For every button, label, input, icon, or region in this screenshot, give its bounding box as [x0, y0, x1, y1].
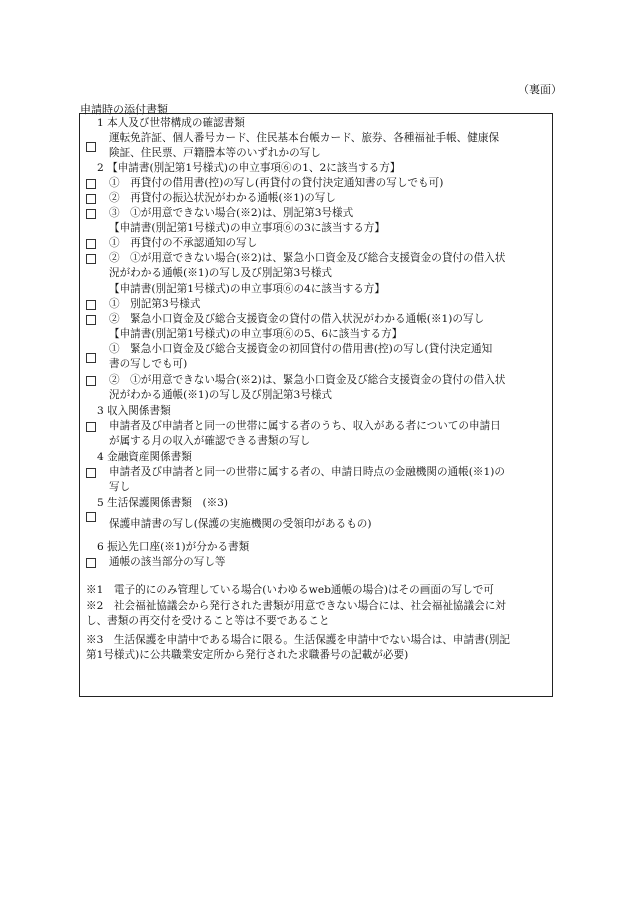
checkbox-3[interactable] [86, 422, 96, 432]
checkbox-2c-1[interactable] [86, 300, 96, 310]
checkbox-1[interactable] [86, 142, 96, 152]
note-2: ※2 社会福祉協議会から発行された書類が用意できない場合には、社会福祉協議会に対 し、書類の再交付を受けること等は不要であること [86, 600, 506, 627]
attachments-table: 1 本人及び世帯構成の確認書類 運転免許証、個人番号カード、住民基本台帳カード、旅券、各種福祉手帳、健康保 険証、住民票、戸籍謄本等のいずれかの写し 2 【申請書(別記第1号様式)の申立事項⑥の1、2に該当する方】 ① 再貸付の借用書(控)の写し(再貸付の貸付決定通知書の写しでも可) ② 再貸付の振込状況がわかる通帳(※1)の写し ③ ①が用意できない場合(※2)は、別記第3号様式 【申請書(別記第1号様式)の申立事項⑥の3に該当する方】 ① 再貸付の不承認通知の写し ② ①が用意できない場合(※2)は、緊急小口資金及び総合支援資金の貸付の借入状 況がわかる通帳(※1)の写し及び別記第3号様式 【申請書(別記第1号様式)の申立事項⑥の4に該当する方】 ① 別記第3号様式 ② 緊急小口資金及び総合支援資金の貸付の借入状況がわかる通帳(※1)の写し 【申請書(別記第1号様式)の申立事項⑥の5、6に該当する方】 ① 緊急小口資金及び総合支援資金の初回貸付の借用書(控)の写し(貸付決定通知 書の写しでも可) ② ①が用意できない場合(※2)は、緊急小口資金及び総合支援資金の貸付の借入状 況がわかる通帳(※1)の写し及び別記第3号様式 3 収入関係書類 申請者及び申請者と同一の世帯に属する者のうち、収入がある者についての申請日 が属する月の収入が確認できる書類の写し 4 金融資産関係書類 申請者及び申請者と同一の世帯に属する者の、申請日時点の金融機関の通帳(※1)の 写し 5 生活保護関係書類 (※3) 保護申請書の写し(保護の実施機関の受領印があるもの) 6 振込先口座(※1)が分かる書類 通帳の該当部分の写し等 ※1 電子的にのみ管理している場合(いわゆるweb通帳の場合)はその画面の写しで可 ※2 社会福祉協議会から発行された書類が用意できない場合には、社会福祉協議会に対 し、書類の再交付を受けること等は不要であること ※3 生活保護を申請中である場合に限る。生活保護を申請中でない場合は、申請書(別記 第1号様式)に公共職業安定所から発行された求職番号の記載が必要) [79, 113, 553, 697]
list-item: 運転免許証、個人番号カード、住民基本台帳カード、旅券、各種福祉手帳、健康保 険証、住民票、戸籍謄本等のいずれかの写し [80, 131, 552, 161]
checkbox-6[interactable] [86, 558, 96, 568]
checkbox-2-3[interactable] [86, 209, 96, 219]
checkbox-5[interactable] [86, 512, 96, 522]
list-item: ② ①が用意できない場合(※2)は、緊急小口資金及び総合支援資金の貸付の借入状 況がわかる通帳(※1)の写し及び別記第3号様式 [80, 251, 552, 281]
checkbox-2d-2[interactable] [86, 376, 96, 386]
checkbox-2c-2[interactable] [86, 315, 96, 325]
checkbox-2-1[interactable] [86, 179, 96, 189]
checkbox-4[interactable] [86, 468, 96, 478]
list-item: ② ①が用意できない場合(※2)は、緊急小口資金及び総合支援資金の貸付の借入状 況がわかる通帳(※1)の写し及び別記第3号様式 [80, 373, 552, 403]
checkbox-2-2[interactable] [86, 194, 96, 204]
note-3: ※3 生活保護を申請中である場合に限る。生活保護を申請中でない場合は、申請書(別記 第1号様式)に公共職業安定所から発行された求職番号の記載が必要) [86, 634, 511, 661]
list-item: 申請者及び申請者と同一の世帯に属する者の、申請日時点の金融機関の通帳(※1)の 写し [80, 465, 552, 495]
section-title: 申請時の添付書類 [80, 103, 168, 116]
checkbox-2d-1[interactable] [86, 353, 96, 363]
reverse-side-label: （裏面） [518, 83, 562, 96]
checkbox-2b-1[interactable] [86, 239, 96, 249]
list-item: 申請者及び申請者と同一の世帯に属する者のうち、収入がある者についての申請日 が属する月の収入が確認できる書類の写し [80, 419, 552, 449]
checkbox-2b-2[interactable] [86, 254, 96, 264]
list-item: ① 緊急小口資金及び総合支援資金の初回貸付の借用書(控)の写し(貸付決定通知 書の写しでも可) [80, 342, 552, 372]
list-item: 保護申請書の写し(保護の実施機関の受領印があるもの) [80, 511, 552, 541]
